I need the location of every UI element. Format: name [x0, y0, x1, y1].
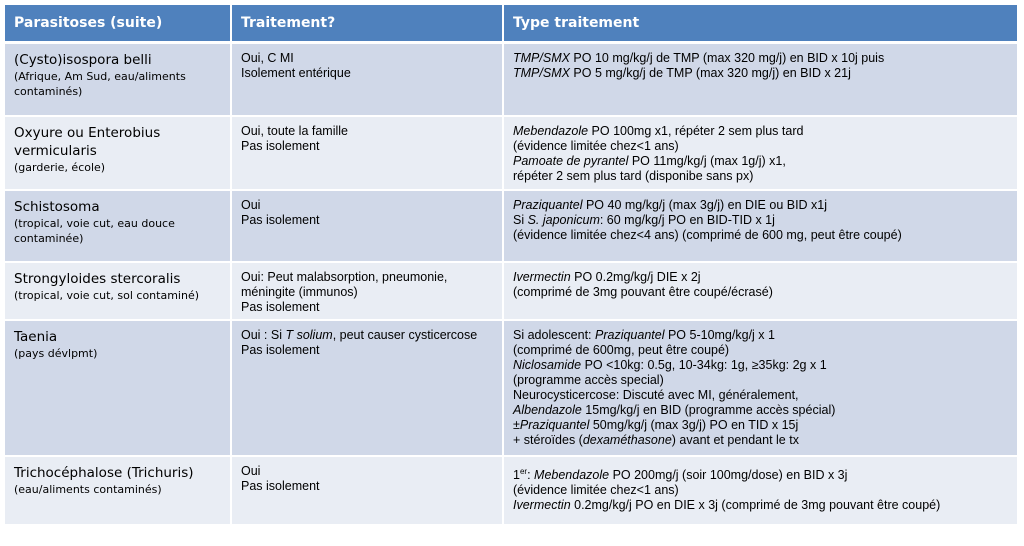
parasite-description: (tropical, voie cut, eau douce contaminée)	[14, 216, 175, 245]
type-line: (programme accès special)	[513, 372, 664, 387]
species-name: S. japonicum	[527, 212, 600, 227]
parasite-name: Trichocéphalose (Trichuris)	[14, 464, 194, 481]
type-line: Mebendazole PO 100mg x1, répéter 2 sem plus tard	[513, 123, 804, 138]
header-traitement: Traitement?	[231, 5, 503, 43]
drug-name: Albendazole	[513, 402, 582, 417]
traitement-line: Pas isolement	[241, 138, 320, 153]
type-line: TMP/SMX PO 5 mg/kg/j de TMP (max 320 mg/j) en BID x 21j	[513, 66, 851, 80]
traitement-line: Oui	[241, 197, 261, 212]
type-line: ±Praziquantel 50mg/kg/j (max 3g/j) PO en TID x 15j	[513, 417, 799, 432]
parasite-cell	[5, 262, 231, 320]
header-type-traitement: Type traitement	[503, 5, 1017, 43]
type-traitement-cell	[503, 262, 1017, 320]
table-row	[5, 190, 1017, 262]
drug-name: Mebendazole	[534, 467, 610, 482]
type-line: Si adolescent: Praziquantel PO 5-10mg/kg/j x 1	[513, 327, 775, 342]
traitement-cell	[231, 456, 503, 524]
drug-name: Praziquantel	[519, 417, 590, 432]
parasite-cell	[5, 43, 231, 116]
parasite-description: (Afrique, Am Sud, eau/aliments contaminés)	[14, 70, 186, 98]
header-row	[5, 5, 1017, 43]
type-traitement-cell	[503, 320, 1017, 456]
traitement-line: Pas isolement	[241, 212, 320, 227]
type-line: Si S. japonicum: 60 mg/kg/j PO en BID-TID x 1j	[513, 212, 775, 227]
traitement-line: Oui: Peut malabsorption, pneumonie, méningite (immunos)	[241, 269, 448, 299]
type-line: Praziquantel PO 40 mg/kg/j (max 3g/j) en DIE ou BID x1j	[513, 197, 828, 212]
type-line: Pamoate de pyrantel PO 11mg/kg/j (max 1g/j) x1,	[513, 153, 786, 168]
traitement-line: Oui	[241, 463, 261, 478]
traitement-line: Pas isolement	[241, 342, 320, 357]
traitement-cell	[231, 320, 503, 456]
type-line: (évidence limitée chez<4 ans) (comprimé de 600 mg, peut être coupé)	[513, 227, 902, 242]
table-row	[5, 320, 1017, 456]
drug-name: Praziquantel	[513, 197, 583, 212]
type-traitement-cell	[503, 456, 1017, 524]
type-line: (évidence limitée chez<1 ans)	[513, 138, 679, 153]
traitement-line: Oui, toute la famille	[241, 123, 348, 138]
traitement-line: Oui : Si T solium, peut causer cysticercose	[241, 327, 478, 342]
type-line: (comprimé de 600mg, peut être coupé)	[513, 342, 730, 357]
type-line: + stéroïdes (dexaméthasone) avant et pendant le tx	[513, 432, 799, 447]
table-row	[5, 262, 1017, 320]
traitement-line: Oui, C MI	[241, 51, 294, 65]
type-traitement-cell	[503, 116, 1017, 190]
traitement-line: Pas isolement	[241, 478, 320, 493]
traitement-cell	[231, 116, 503, 190]
parasite-description: (eau/aliments contaminés)	[14, 482, 162, 496]
parasite-cell	[5, 190, 231, 262]
parasite-name: Oxyure ou Enterobius vermicularis	[14, 124, 161, 159]
traitement-cell	[231, 43, 503, 116]
drug-name: Ivermectin	[513, 497, 571, 512]
parasite-description: (garderie, école)	[14, 160, 106, 174]
traitement-cell	[231, 190, 503, 262]
parasite-cell	[5, 116, 231, 190]
drug-name: Praziquantel	[595, 327, 665, 342]
traitement-cell	[231, 262, 503, 320]
type-line: (comprimé de 3mg pouvant être coupé/écrasé)	[513, 284, 773, 299]
type-line: TMP/SMX PO 10 mg/kg/j de TMP (max 320 mg/j) en BID x 10j puis	[513, 51, 885, 65]
drug-name: TMP/SMX	[513, 66, 570, 80]
parasite-cell	[5, 320, 231, 456]
drug-name: TMP/SMX	[513, 51, 570, 65]
type-line: Neurocysticercose: Discuté avec MI, généralement,	[513, 387, 799, 402]
type-line: Ivermectin 0.2mg/kg/j PO en DIE x 3j (comprimé de 3mg pouvant être coupé)	[513, 497, 941, 512]
parasite-description: (tropical, voie cut, sol contaminé)	[14, 288, 199, 302]
header-parasitoses: Parasitoses (suite)	[5, 5, 231, 43]
drug-name: Niclosamide	[513, 357, 582, 372]
drug-name: dexaméthasone	[582, 432, 672, 447]
species-name: T solium	[285, 327, 333, 342]
parasite-description: (pays dévlpmt)	[14, 346, 98, 360]
drug-name: Mebendazole	[513, 123, 589, 138]
parasite-name: (Cysto)isospora belli	[14, 52, 152, 68]
type-line: Niclosamide PO <10kg: 0.5g, 10-34kg: 1g, ≥35kg: 2g x 1	[513, 357, 827, 372]
type-line: répéter 2 sem plus tard (disponibe sans px)	[513, 168, 754, 183]
table-row	[5, 116, 1017, 190]
type-traitement-cell	[503, 190, 1017, 262]
drug-name: Ivermectin	[513, 269, 571, 284]
type-line: (évidence limitée chez<1 ans)	[513, 482, 679, 497]
parasite-name: Schistosoma	[14, 198, 100, 215]
type-line: Albendazole 15mg/kg/j en BID (programme accès spécial)	[513, 402, 836, 417]
parasite-name: Taenia	[14, 328, 58, 345]
type-line: Ivermectin PO 0.2mg/kg/j DIE x 2j	[513, 269, 701, 284]
parasite-name: Strongyloides stercoralis	[14, 270, 181, 287]
drug-name: Pamoate de pyrantel	[513, 153, 629, 168]
type-line: 1er: Mebendazole PO 200mg/j (soir 100mg/dose) en BID x 3j	[513, 466, 848, 482]
table-row	[5, 43, 1017, 116]
type-traitement-cell	[503, 43, 1017, 116]
table-row	[5, 456, 1017, 524]
traitement-line: Isolement entérique	[241, 66, 351, 80]
traitement-line: Pas isolement	[241, 299, 320, 314]
parasite-cell	[5, 456, 231, 524]
parasitoses-table	[5, 5, 1017, 524]
